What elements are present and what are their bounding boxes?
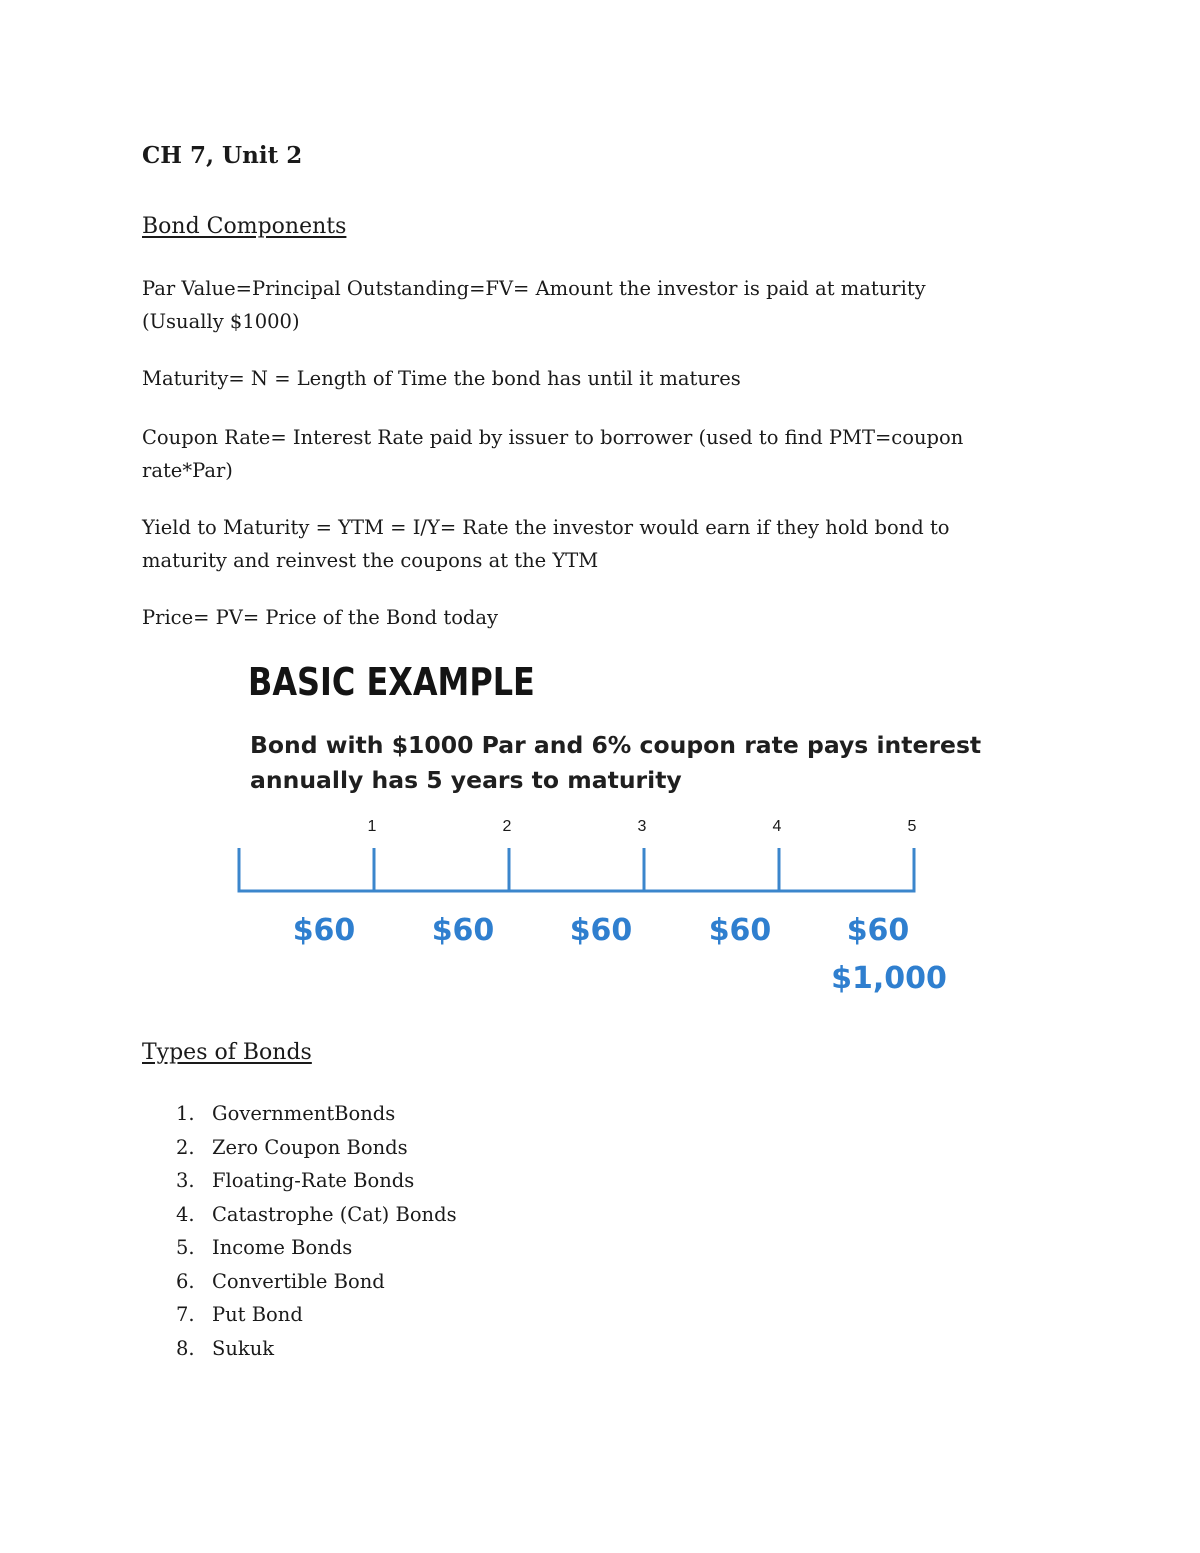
timeline-coupon-payment: $60 <box>708 913 772 948</box>
definition-par-value-line1: Par Value=Principal Outstanding=FV= Amount the investor is paid at maturity <box>142 277 926 300</box>
list-item-number: 6. <box>176 1269 195 1293</box>
list-item-label: Catastrophe (Cat) Bonds <box>212 1202 457 1226</box>
timeline-coupon-payment: $60 <box>431 913 495 948</box>
timeline-year-label: 2 <box>502 818 512 835</box>
timeline-coupon-payment: $60 <box>846 913 910 948</box>
list-item-label: Floating-Rate Bonds <box>212 1169 415 1192</box>
list-item-number: 2. <box>176 1135 195 1159</box>
list-item-number: 8. <box>176 1336 195 1360</box>
list-item-label: Put Bond <box>212 1303 303 1326</box>
definition-ytm-line2: maturity and reinvest the coupons at the YTM <box>142 549 599 572</box>
definition-ytm-line1: Yield to Maturity = YTM = I/Y= Rate the investor would earn if they hold bond to <box>142 516 950 539</box>
list-item-number: 7. <box>176 1303 195 1326</box>
list-item <box>176 1265 457 1299</box>
example-description-line1: Bond with $1000 Par and 6% coupon rate pays interest <box>250 731 982 759</box>
timeline-axis <box>239 848 914 891</box>
definition-price: Price= PV= Price of the Bond today <box>142 606 499 629</box>
list-item-label: Convertible Bond <box>212 1269 385 1293</box>
timeline-coupon-payment: $60 <box>292 913 356 948</box>
section-heading-types-of-bonds: Types of Bonds <box>142 1040 312 1065</box>
list-item-label: Zero Coupon Bonds <box>212 1135 408 1159</box>
page-title: CH 7, Unit 2 <box>142 142 303 169</box>
timeline-principal-payment: $1,000 <box>831 961 947 996</box>
timeline-year-label: 4 <box>772 818 782 835</box>
list-item <box>176 1097 457 1131</box>
timeline-year-labels <box>368 818 917 835</box>
list-item-label: Income Bonds <box>212 1236 353 1259</box>
section-heading-bond-components: Bond Components <box>142 214 347 239</box>
list-item-label: Sukuk <box>212 1336 275 1360</box>
timeline-payment-labels <box>293 913 947 996</box>
definition-coupon-rate-line1: Coupon Rate= Interest Rate paid by issuer to borrower (used to find PMT=coupon <box>142 426 964 449</box>
definition-par-value-line2: (Usually $1000) <box>142 310 300 333</box>
list-item <box>176 1298 457 1332</box>
list-item <box>176 1164 457 1198</box>
list-item-number: 1. <box>176 1102 195 1125</box>
definition-coupon-rate-line2: rate*Par) <box>142 459 233 482</box>
timeline-year-label: 1 <box>367 818 377 835</box>
example-title: BASIC EXAMPLE <box>248 660 535 704</box>
example-description-line2: annually has 5 years to maturity <box>250 766 682 794</box>
list-item-number: 5. <box>176 1236 195 1259</box>
definition-maturity: Maturity= N = Length of Time the bond has until it matures <box>142 367 741 390</box>
list-item-number: 4. <box>176 1202 195 1226</box>
list-item <box>176 1131 457 1165</box>
list-item-number: 3. <box>176 1169 195 1192</box>
list-item <box>176 1231 457 1265</box>
bond-types-list <box>176 1097 457 1365</box>
list-item-label: GovernmentBonds <box>212 1102 396 1125</box>
list-item <box>176 1198 457 1232</box>
list-item <box>176 1332 457 1366</box>
timeline-year-label: 5 <box>907 818 917 835</box>
timeline-coupon-payment: $60 <box>569 913 633 948</box>
timeline-year-label: 3 <box>637 818 647 835</box>
